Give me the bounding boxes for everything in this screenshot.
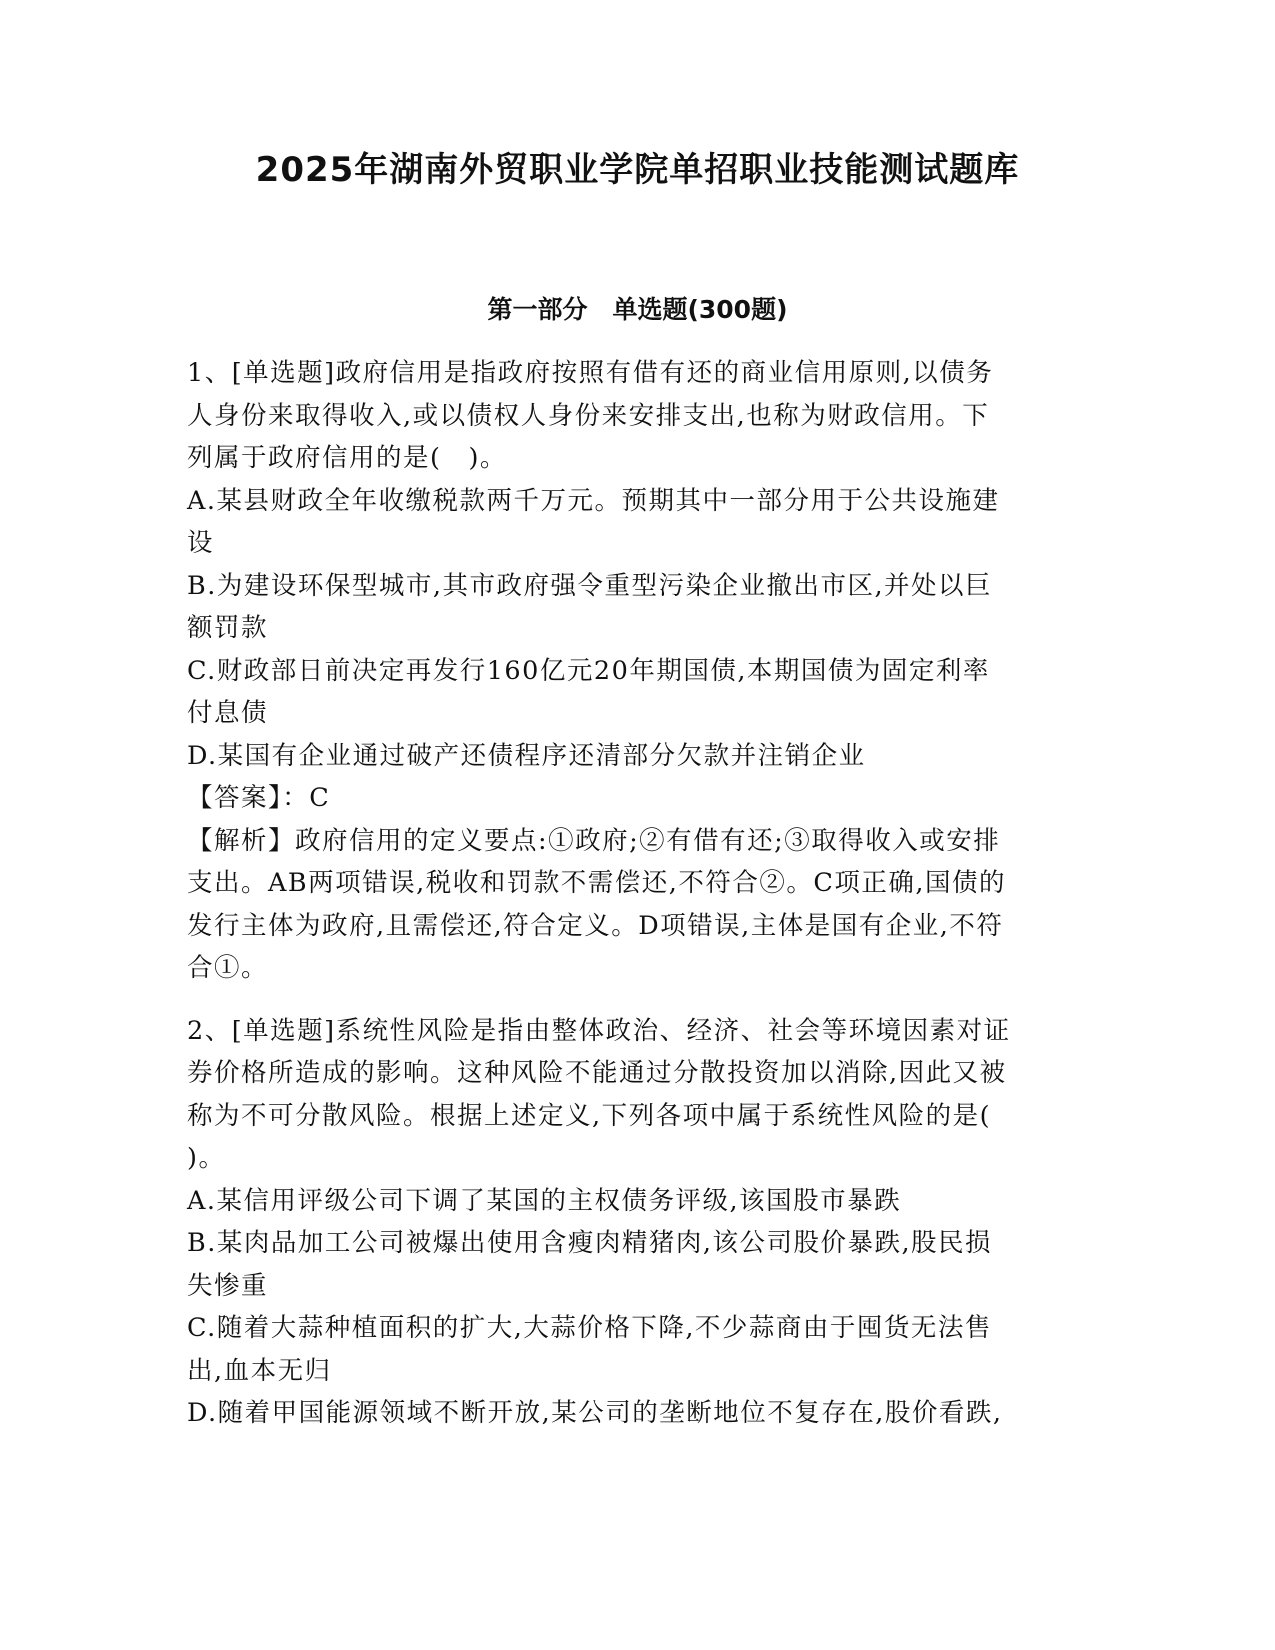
text-line: 券价格所造成的影响。这种风险不能通过分散投资加以消除,因此又被 (187, 1058, 1007, 1088)
text-line: D.随着甲国能源领域不断开放,某公司的垄断地位不复存在,股价看跌, (187, 1398, 1003, 1428)
option-d (187, 735, 1087, 778)
text-line: 合①。 (187, 953, 269, 983)
document-body (187, 352, 1087, 1435)
text-line: 人身份来取得收入,或以债权人身份来安排支出,也称为财政信用。下 (187, 400, 990, 431)
text-line: 发行主体为政府,且需偿还,符合定义。D项错误,主体是国有企业,不符 (187, 910, 1004, 941)
text-line: 设 (187, 528, 215, 558)
text-line: )。 (187, 1143, 226, 1173)
option-b (187, 565, 1087, 650)
text-line: 1、[单选题]政府信用是指政府按照有借有还的商业信用原则,以债务 (187, 358, 994, 388)
option-c (187, 650, 1087, 735)
text-line: 【解析】政府信用的定义要点:①政府;②有借有还;③取得收入或安排 (187, 825, 1001, 856)
question-2 (187, 1010, 1087, 1435)
option-d (187, 1392, 1087, 1435)
text-line: C.财政部日前决定再发行160亿元20年期国债,本期国债为固定利率 (187, 655, 990, 686)
section-heading: 第一部分 单选题(300题) (487, 295, 788, 324)
text-line: 付息债 (187, 698, 269, 728)
option-c (187, 1307, 1087, 1392)
answer-line: 【答案】：C (187, 783, 331, 813)
question-stem (187, 352, 1087, 480)
option-b (187, 1222, 1087, 1307)
text-line: B.为建设环保型城市,其市政府强令重型污染企业撤出市区,并处以巨 (187, 570, 993, 601)
text-line: C.随着大蒜种植面积的扩大,大蒜价格下降,不少蒜商由于囤货无法售 (187, 1313, 992, 1343)
text-line: 列属于政府信用的是( )。 (187, 443, 507, 473)
question-stem (187, 1010, 1087, 1180)
text-line: 2、[单选题]系统性风险是指由整体政治、经济、社会等环境因素对证 (187, 1015, 1011, 1046)
option-a (187, 1180, 1087, 1223)
answer (187, 777, 1087, 820)
analysis (187, 820, 1087, 990)
document-title: 2025年湖南外贸职业学院单招职业技能测试题库 (255, 150, 1020, 190)
question-1 (187, 352, 1087, 990)
text-line: 称为不可分散风险。根据上述定义,下列各项中属于系统性风险的是( (187, 1100, 992, 1131)
text-line: 失惨重 (187, 1270, 269, 1301)
text-line: 额罚款 (187, 613, 269, 643)
text-line: A.某信用评级公司下调了某国的主权债务评级,该国股市暴跌 (187, 1185, 902, 1216)
text-line: 支出。AB两项错误,税收和罚款不需偿还,不符合②。C项正确,国债的 (187, 868, 1006, 898)
text-line: 出,血本无归 (187, 1355, 332, 1386)
text-line: D.某国有企业通过破产还债程序还清部分欠款并注销企业 (187, 740, 866, 771)
text-line: A.某县财政全年收缴税款两千万元。预期其中一部分用于公共设施建 (187, 485, 1000, 516)
option-a (187, 480, 1087, 565)
text-line: B.某肉品加工公司被爆出使用含瘦肉精猪肉,该公司股价暴跌,股民损 (187, 1228, 993, 1258)
